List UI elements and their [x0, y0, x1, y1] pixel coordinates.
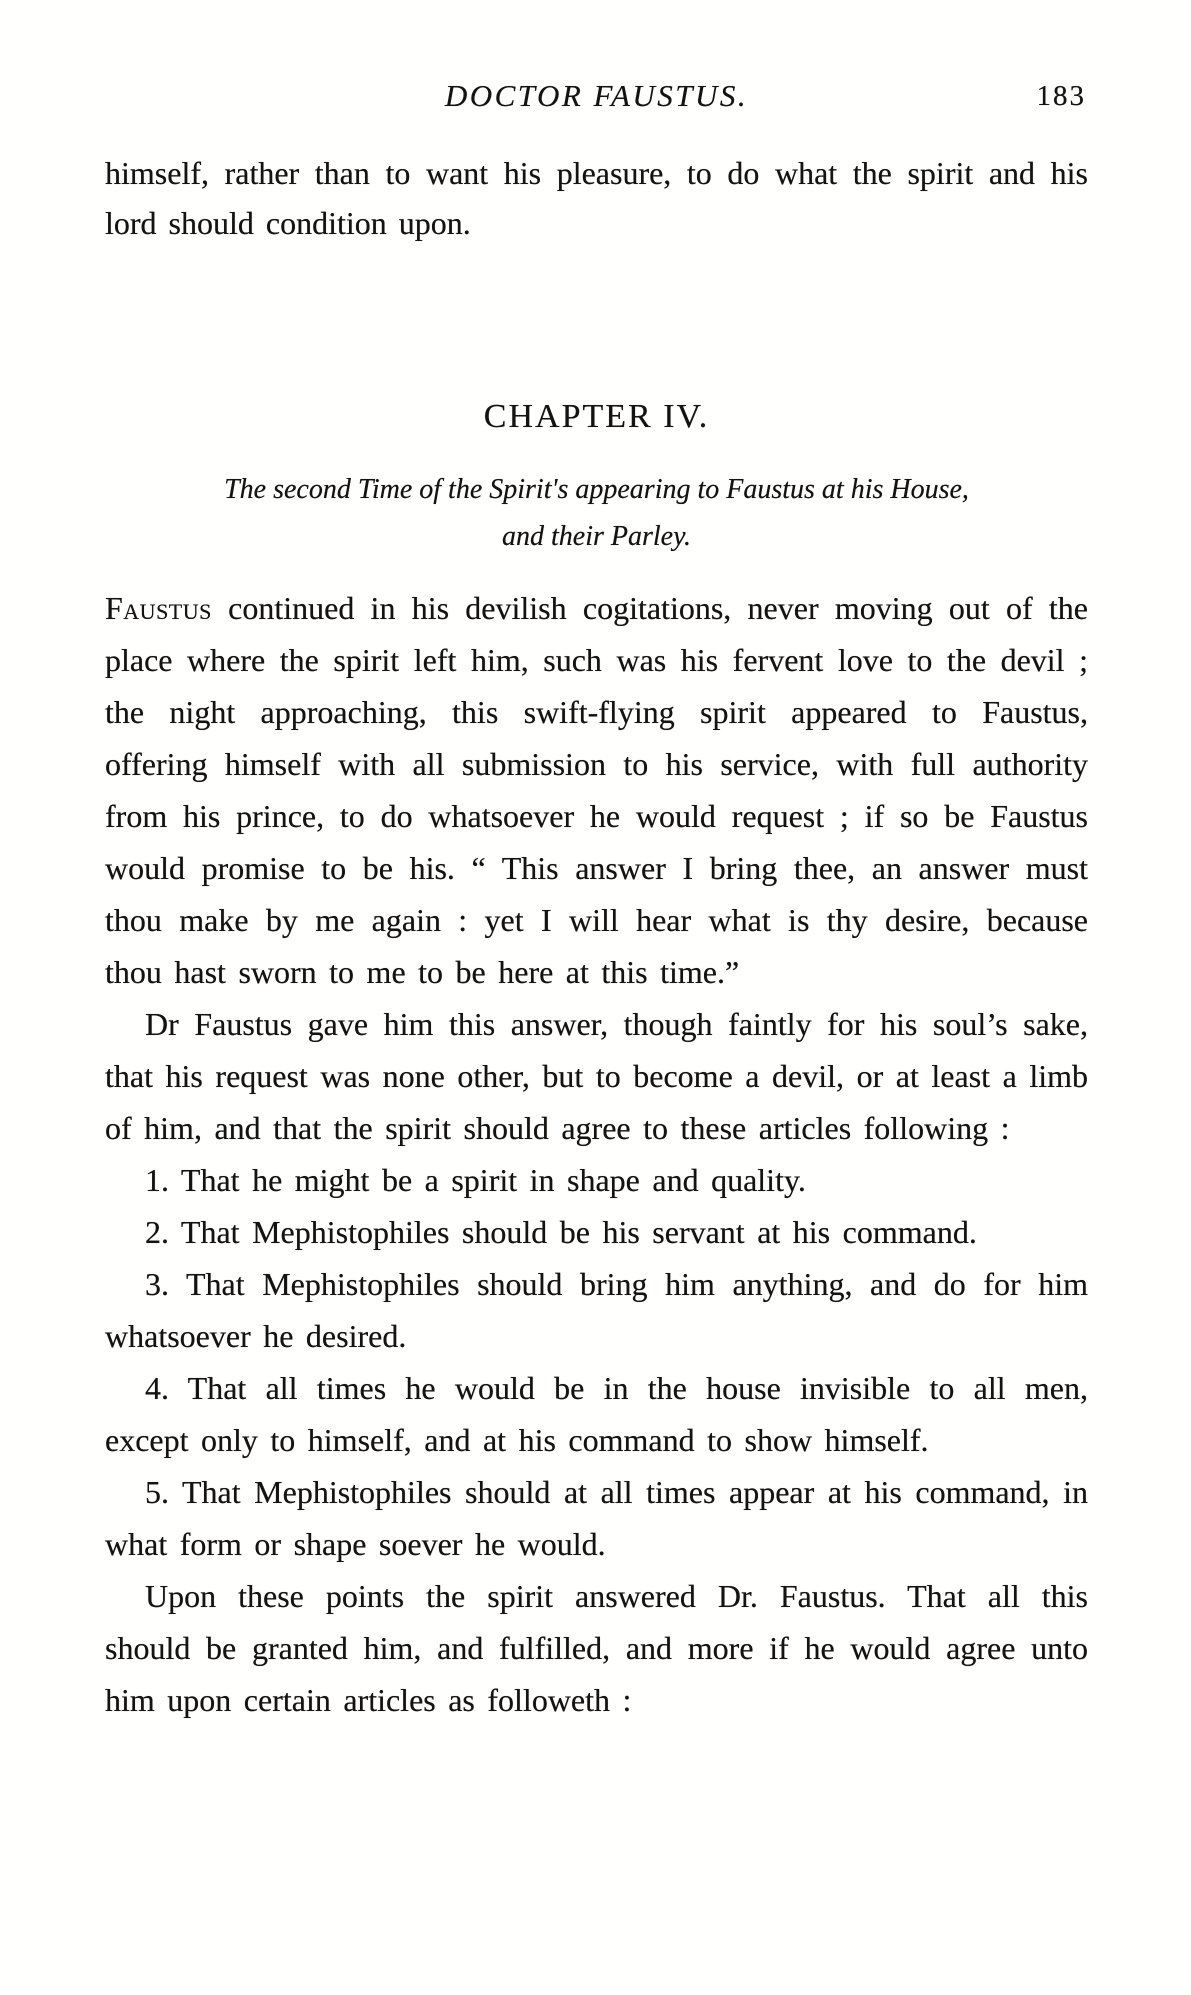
article-item-4: 4. That all times he would be in the house invisible to all men, except only to himself, and at his command to show himself. [105, 1370, 1088, 1458]
closing-paragraph: Upon these points the spirit answered Dr. Faustus. That all this should be granted him, and fulfilled, and more if he would agree unto him upon certain articles as followeth : [105, 1578, 1088, 1718]
paragraph-answer: Dr Faustus gave him this answer, though faintly for his soul’s sake, that his request was none other, but to become a devil, or at least a limb of him, and that the spirit should agree to these articles following : [105, 1006, 1088, 1146]
article-item-1: 1. That he might be a spirit in shape and quality. [145, 1162, 806, 1198]
page-number: 183 [1036, 80, 1086, 112]
lead-word-smallcaps: Faustus [105, 590, 212, 626]
opening-paragraph [105, 582, 1088, 998]
article-item-2: 2. That Mephistophiles should be his servant at his command. [145, 1214, 977, 1250]
continuation-paragraph: himself, rather than to want his pleasure, to do what the spirit and his lord should condition upon. [105, 155, 1088, 241]
chapter-heading: CHAPTER IV. [483, 398, 710, 435]
chapter-subtitle-line1: The second Time of the Spirit's appearing to Faustus at his House, [224, 474, 969, 505]
running-header [105, 78, 1088, 120]
chapter-subtitle-line2: and their Parley. [502, 521, 691, 552]
body-text [105, 582, 1088, 1726]
article-item-5: 5. That Mephistophiles should at all times appear at his command, in what form or shape soever he would. [105, 1474, 1088, 1562]
article-item-3: 3. That Mephistophiles should bring him anything, and do for him whatsoever he desired. [105, 1266, 1088, 1354]
opening-paragraph-text: continued in his devilish cogitations, never moving out of the place where the spirit left him, such was his fervent love to the devil ; the night approaching, this swift-flying spirit appeared to Faustus, offering himself with all submission to his service, with full authority from his prince, to do whatsoever he would request ; if so be Faustus would promise to be his. “ This answer I bring thee, an answer must thou make by me again : yet I will hear what is thy desire, because thou hast sworn to me to be here at this time.” [105, 590, 1089, 990]
running-title: DOCTOR FAUSTUS. [444, 78, 749, 113]
chapter-subtitle [105, 466, 1088, 560]
